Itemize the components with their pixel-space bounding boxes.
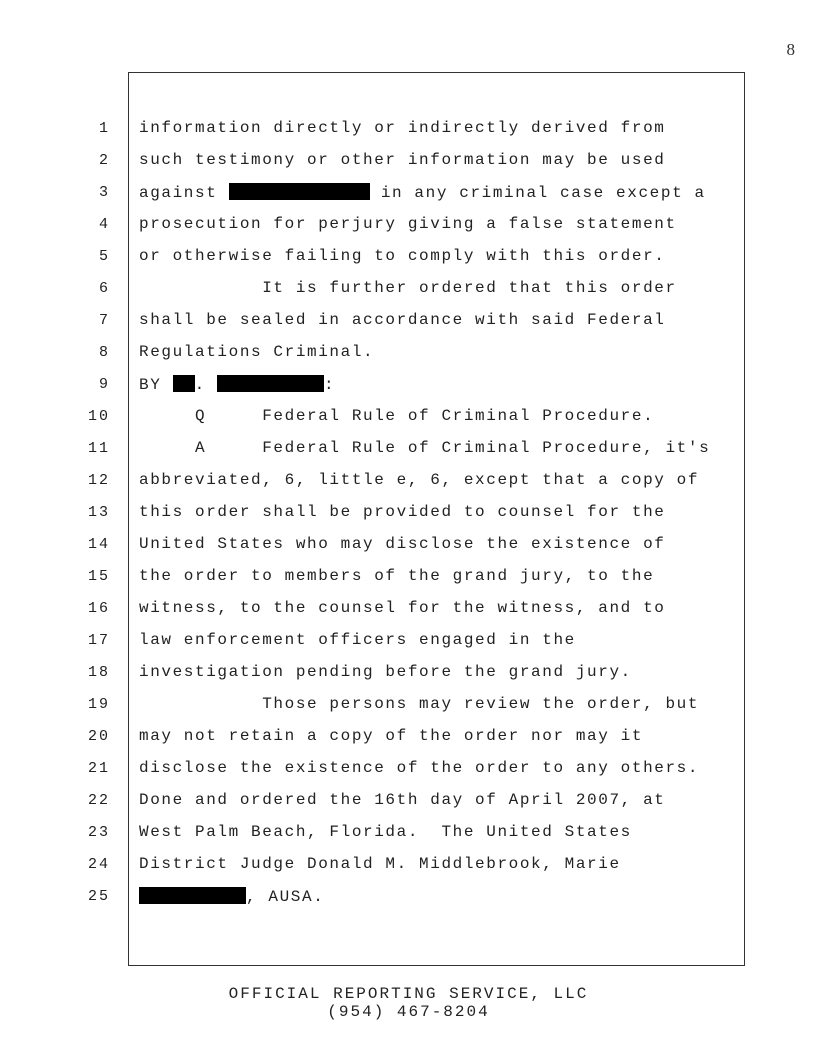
line-number: 20 <box>87 728 110 745</box>
transcript-line: the order to members of the grand jury, to the <box>139 567 655 585</box>
transcript-line <box>139 375 335 394</box>
transcript-line: prosecution for perjury giving a false statement <box>139 215 677 233</box>
line-segment: : <box>324 376 336 394</box>
transcript-line: information directly or indirectly derived from <box>139 119 666 137</box>
transcript-line: such testimony or other information may be used <box>139 151 666 169</box>
line-number: 18 <box>87 664 110 681</box>
line-number: 8 <box>98 344 110 361</box>
redaction-block <box>173 375 195 392</box>
line-number: 16 <box>87 600 110 617</box>
transcript-line: may not retain a copy of the order nor may it <box>139 727 644 745</box>
transcript-line: abbreviated, 6, little e, 6, except that a copy of <box>139 471 700 489</box>
line-segment: in any criminal case except a <box>369 184 706 202</box>
line-number: 25 <box>87 888 110 905</box>
line-number: 1 <box>98 120 110 137</box>
page-number: 8 <box>786 40 795 59</box>
transcript-line: witness, to the counsel for the witness, and to <box>139 599 666 617</box>
transcript-line: It is further ordered that this order <box>139 279 677 297</box>
line-number: 10 <box>87 408 110 425</box>
transcript-line <box>139 183 706 202</box>
frame-left-rule <box>128 72 129 966</box>
line-segment: , AUSA. <box>246 888 325 906</box>
transcript-line: this order shall be provided to counsel for the <box>139 503 666 521</box>
redaction-block <box>217 375 324 392</box>
transcript-line: West Palm Beach, Florida. The United States <box>139 823 632 841</box>
line-number: 7 <box>98 312 110 329</box>
frame-right-rule <box>744 72 745 966</box>
line-number: 21 <box>87 760 110 777</box>
transcript-line: shall be sealed in accordance with said Federal <box>139 311 666 329</box>
line-number: 17 <box>87 632 110 649</box>
transcript-line: disclose the existence of the order to any others. <box>139 759 700 777</box>
redaction-block <box>139 887 246 904</box>
line-number: 19 <box>87 696 110 713</box>
transcript-line: Those persons may review the order, but <box>139 695 700 713</box>
frame-top-rule <box>128 72 745 73</box>
line-number: 23 <box>87 824 110 841</box>
line-segment: BY <box>139 376 173 394</box>
transcript-line: law enforcement officers engaged in the <box>139 631 576 649</box>
transcript-line: Regulations Criminal. <box>139 343 375 361</box>
line-number: 13 <box>87 504 110 521</box>
line-number: 4 <box>98 216 110 233</box>
line-number: 14 <box>87 536 110 553</box>
line-number: 15 <box>87 568 110 585</box>
line-number: 6 <box>98 280 110 297</box>
line-number: 9 <box>98 376 110 393</box>
transcript-line: A Federal Rule of Criminal Procedure, it's <box>139 439 711 457</box>
transcript-line: Q Federal Rule of Criminal Procedure. <box>139 407 655 425</box>
transcript-line <box>139 887 324 906</box>
line-number: 2 <box>98 152 110 169</box>
line-number: 24 <box>87 856 110 873</box>
footer-phone: (954) 467-8204 <box>327 1003 490 1021</box>
line-segment: . <box>194 376 218 394</box>
line-segment: against <box>139 184 229 202</box>
frame-bottom-rule <box>128 965 745 966</box>
transcript-line: District Judge Donald M. Middlebrook, Marie <box>139 855 621 873</box>
line-number: 3 <box>98 184 110 201</box>
redaction-block <box>229 183 370 200</box>
footer-company: OFFICIAL REPORTING SERVICE, LLC <box>228 985 589 1003</box>
line-number: 11 <box>87 440 110 457</box>
line-number: 22 <box>87 792 110 809</box>
transcript-line: Done and ordered the 16th day of April 2007, at <box>139 791 666 809</box>
transcript-line: or otherwise failing to comply with this order. <box>139 247 666 265</box>
transcript-line: United States who may disclose the existence of <box>139 535 666 553</box>
transcript-line: investigation pending before the grand jury. <box>139 663 632 681</box>
line-number: 5 <box>98 248 110 265</box>
line-number: 12 <box>87 472 110 489</box>
